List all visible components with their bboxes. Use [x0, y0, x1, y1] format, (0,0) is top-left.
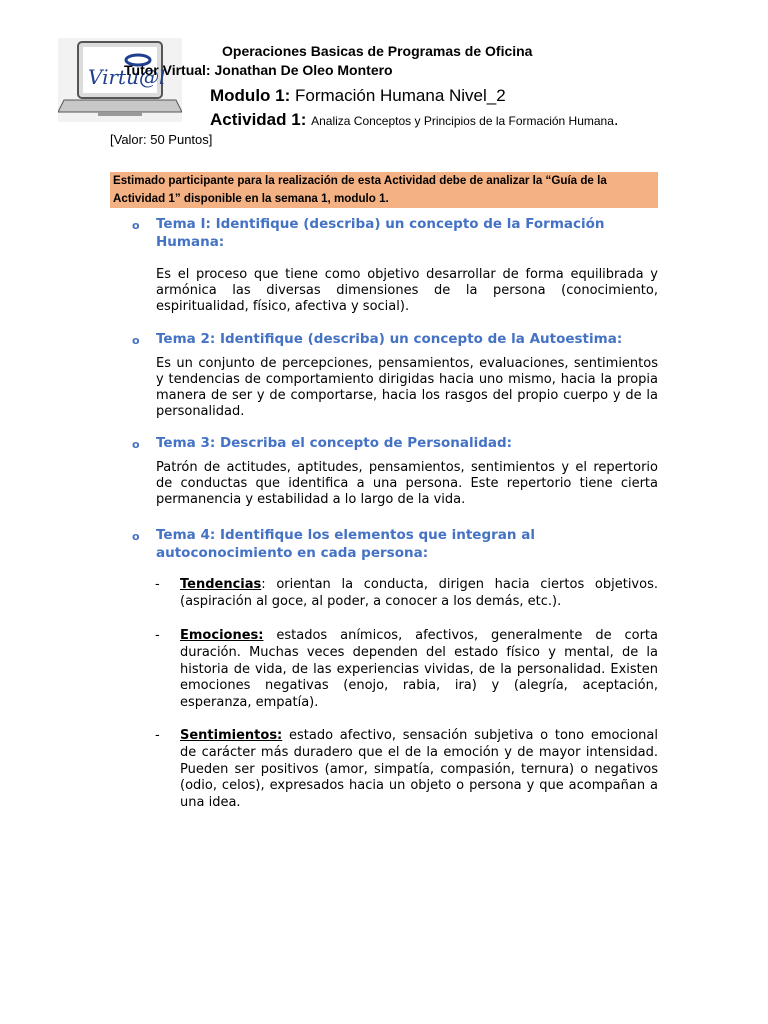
element-term: Emociones: [180, 628, 264, 643]
virtual-logo [58, 38, 182, 122]
instruction-notice: Estimado participante para la realización de esta Actividad debe de analizar la “Guía de la Actividad 1” disponible en la semana 1, modulo 1. [110, 172, 658, 208]
bullet-icon: o [132, 334, 140, 347]
element-definition: estado afectivo, sensación subjetiva o tono emocional de carácter más duradero que el de la emoción y de mayor intensidad. Pueden ser positivos (amor, simpatía, compasión, ternura) o negativos (odio, celos), expresados hacia un objeto o persona y que acompañan a una idea. [180, 728, 658, 811]
element-definition: : orientan la conducta, dirigen hacia ciertos objetivos. (aspiración al goce, al poder, a conocer a los demás, etc.). [180, 577, 658, 609]
element-definition: estados anímicos, afectivos, generalmente de corta duración. Muchas veces dependen del estado físico y mental, de la historia de vida, de las experiencias vividas, de la personalidad. Existen emociones negativas (enojo, rabia, ira) y (alegría, aceptación, esperanza, empatía). [180, 628, 658, 711]
tutor-line: Tutor Virtual: Jonathan De Oleo Montero [124, 62, 393, 78]
element-term: Tendencias [180, 577, 262, 592]
module-label: Modulo 1: [210, 86, 291, 105]
element-term: Sentimientos: [180, 728, 283, 743]
topic-question: o Tema I: Identifique (describa) un concepto de la Formación Humana: [132, 216, 605, 250]
dash-marker: - [155, 728, 160, 743]
topic-answer: Es el proceso que tiene como objetivo desarrollar de forma equilibrada y armónica las diversas dimensiones de la persona (conocimiento, espiritualidad, físico, afectiva y social). [156, 267, 658, 314]
topic-2 [132, 330, 658, 420]
element-tendencias [155, 577, 658, 611]
dash-marker: - [155, 628, 160, 643]
laptop-logo-icon [58, 38, 182, 122]
activity-period: . [613, 110, 619, 129]
svg-text:Virtu@l: Virtu@l [88, 65, 166, 89]
bullet-icon: o [132, 219, 140, 232]
element-text [180, 628, 658, 712]
activity-line [210, 110, 619, 130]
bullet-icon: o [132, 438, 140, 451]
topic-1 [132, 215, 658, 315]
activity-label: Actividad 1: [210, 110, 307, 129]
topic-question: o Tema 3: Describa el concepto de Personalidad: [132, 434, 658, 452]
bullet-icon: o [132, 530, 140, 543]
dash-marker: - [155, 577, 160, 592]
element-sentimientos [155, 728, 658, 812]
module-line [210, 86, 506, 106]
module-name: Formación Humana Nivel_2 [295, 86, 506, 105]
topic-question: o Tema 2: Identifique (describa) un concepto de la Autoestima: [132, 330, 658, 348]
element-emociones [155, 628, 658, 712]
element-text [180, 577, 658, 611]
topic-answer: Es un conjunto de percepciones, pensamientos, evaluaciones, sentimientos y tendencias de comportamiento dirigidas hacia uno mismo, hacia la propia manera de ser y de comportarse, hacia los rasgos del propio cuerpo y de la personalidad. [156, 356, 658, 419]
topic-3 [132, 434, 658, 508]
topic-question: o Tema 4: Identifique los elementos que integran al autoconocimiento en cada persona: [132, 527, 535, 561]
element-text [180, 728, 658, 812]
value-points: [Valor: 50 Puntos] [110, 132, 213, 147]
topic-answer: Patrón de actitudes, aptitudes, pensamientos, sentimientos y el repertorio de conductas que identifica a una persona. Este repertorio tiene cierta permanencia y estabilidad a lo largo de la vida. [156, 460, 658, 507]
course-title: Operaciones Basicas de Programas de Oficina [222, 43, 533, 59]
topic-4 [132, 526, 658, 562]
activity-description: Analiza Conceptos y Principios de la Formación Humana [311, 114, 614, 128]
